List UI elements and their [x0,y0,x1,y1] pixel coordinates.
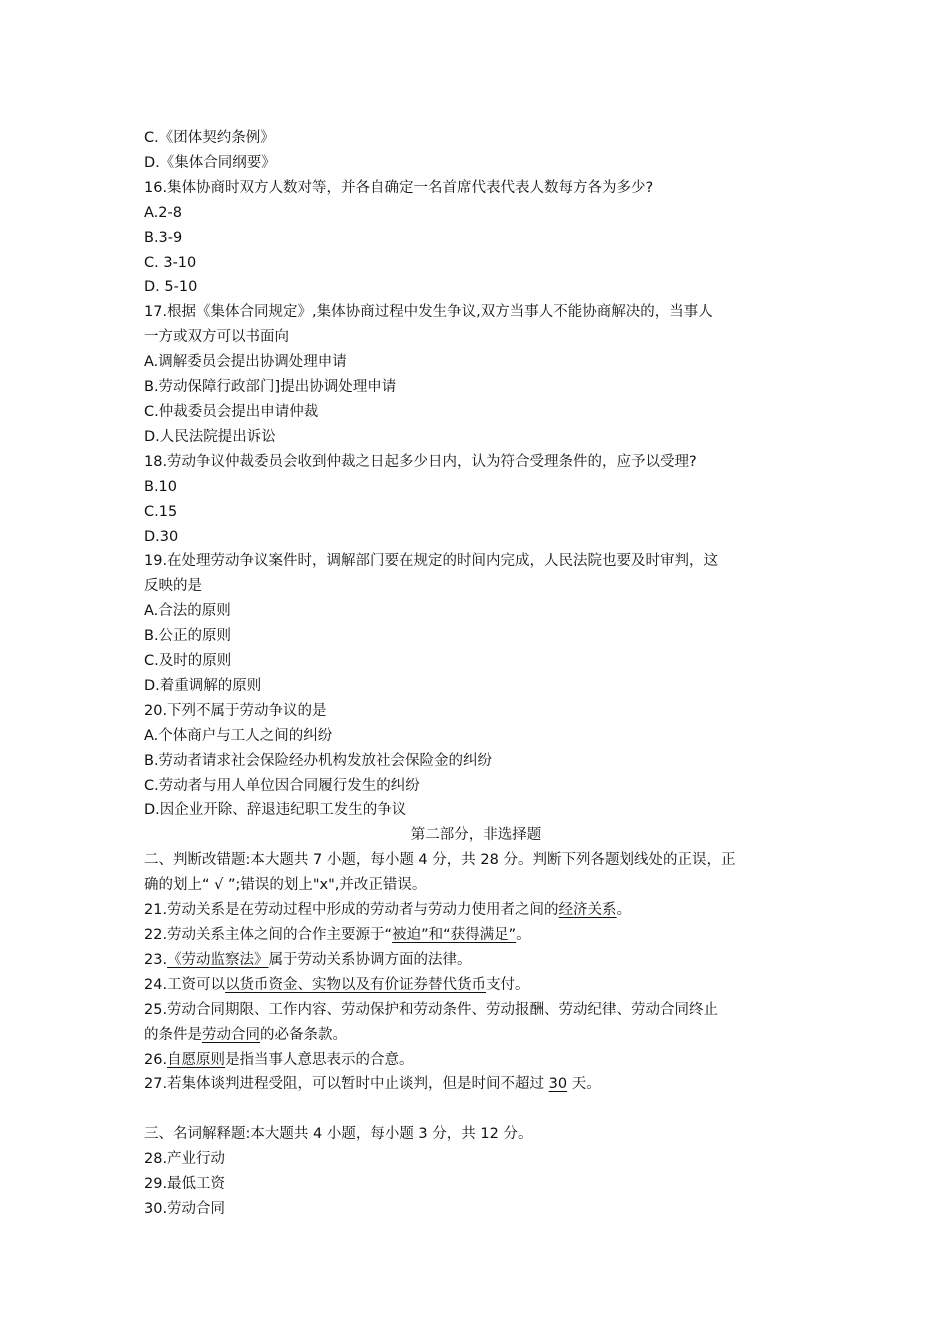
q22-underlined: 被迫”和“获得满足” [392,927,517,943]
q24-tail: 支付。 [486,976,530,993]
q21-tail: 。 [616,902,632,919]
q20-option-c: C.劳动者与用人单位因合同履行发生的纠纷 [144,777,420,794]
q25-tail: 的必备条款。 [260,1026,347,1043]
q17-stem-line2: 一方或双方可以书面向 [144,329,289,346]
section3-intro: 三、名词解释题:本大题共 4 小题，每小题 3 分，共 12 分。 [144,1126,533,1143]
q23-underlined: 《劳动监察法》 [167,951,269,968]
q26 [144,1048,808,1073]
q19-option-c: C.及时的原则 [144,653,232,670]
q17-option-c: C.仲裁委员会提出申请仲裁 [144,403,319,420]
q26-underlined: 自愿原则 [167,1051,226,1068]
q16-stem: 16.集体协商时双方人数对等，并各自确定一名首席代表代表人数每方各为多少? [144,179,654,196]
q26-number: 26. [144,1051,168,1068]
q17-stem-line1: 17.根据《集体合同规定》,集体协商过程中发生争议,双方当事人不能协商解决的，当事人 [144,304,713,321]
q16-option-d: D. 5-10 [144,279,198,296]
q27-tail: 天。 [567,1076,601,1093]
q18-option-b: B.10 [144,478,178,495]
q22-text: 22.劳动关系主体之间的合作主要源于“ [144,927,393,943]
part2-title: 第二部分，非选择题 [410,827,542,844]
q16-option-a: A.2-8 [144,204,182,221]
q19-option-b: B.公正的原则 [144,628,232,645]
q20-stem: 20.下列不属于劳动争议的是 [144,702,327,719]
document-body [144,126,808,1222]
q23-tail: 属于劳动关系协调方面的法律。 [268,951,472,968]
q16-option-c: C. 3-10 [144,254,197,271]
section2-intro-line1: 二、判断改错题:本大题共 7 小题，每小题 4 分，共 28 分。判断下列各题划线处的正误，正 [144,852,736,869]
q25-underlined: 劳动合同 [202,1026,260,1043]
q20-option-d: D.因企业开除、辞退违纪职工发生的争议 [144,802,407,819]
q22 [144,923,808,948]
q22-tail: 。 [516,927,531,943]
q27 [144,1072,808,1097]
q16-option-b: B.3-9 [144,229,183,246]
q20-option-b: B.劳动者请求社会保险经办机构发放社会保险金的纠纷 [144,752,493,769]
q26-tail: 是指当事人意思表示的合意。 [225,1051,414,1068]
q18-option-d: D.30 [144,528,179,545]
q27-underlined: 30 [548,1076,568,1093]
q24 [144,973,808,998]
q21 [144,898,808,923]
q23 [144,948,808,973]
section2-intro-line2: 确的划上“ √ ”;错误的划上"x",并改正错误。 [144,877,427,894]
q19-stem-line1: 19.在处理劳动争议案件时，调解部门要在规定的时间内完成，人民法院也要及时审判，这 [144,553,719,570]
q15-option-d: D.《集体合同纲要》 [144,154,276,171]
q24-underlined: 以货币资金、实物以及有价证券替代货币 [225,976,487,993]
q25-line2 [144,1023,808,1048]
blank-line [144,1097,808,1122]
q25-line1: 25.劳动合同期限、工作内容、劳动保护和劳动条件、劳动报酬、劳动纪律、劳动合同终止 [144,1001,719,1018]
q17-option-a: A.调解委员会提出协调处理申请 [144,354,347,371]
q19-stem-line2: 反映的是 [144,578,202,595]
q17-option-b: B.劳动保障行政部门]提出协调处理申请 [144,379,397,396]
q21-text: 21.劳动关系是在劳动过程中形成的劳动者与劳动力使用者之间的 [144,902,559,919]
q24-text: 24.工资可以 [144,976,226,993]
q19-option-d: D.着重调解的原则 [144,677,262,694]
q23-number: 23. [144,951,168,968]
q28: 28.产业行动 [144,1151,226,1168]
q29: 29.最低工资 [144,1176,226,1193]
q30: 30.劳动合同 [144,1200,226,1217]
q20-option-a: A.个体商户与工人之间的纠纷 [144,727,333,744]
q21-underlined: 经济关系 [558,902,617,919]
q17-option-d: D.人民法院提出诉讼 [144,428,276,445]
q18-option-c: C.15 [144,503,178,520]
q18-stem: 18.劳动争议仲裁委员会收到仲裁之日起多少日内，认为符合受理条件的，应予以受理? [144,453,697,470]
q27-text: 27.若集体谈判进程受阻，可以暂时中止谈判，但是时间不超过 [144,1076,549,1093]
q25-text: 的条件是 [144,1026,202,1043]
q15-option-c: C.《团体契约条例》 [144,130,275,146]
q19-option-a: A.合法的原则 [144,603,231,620]
